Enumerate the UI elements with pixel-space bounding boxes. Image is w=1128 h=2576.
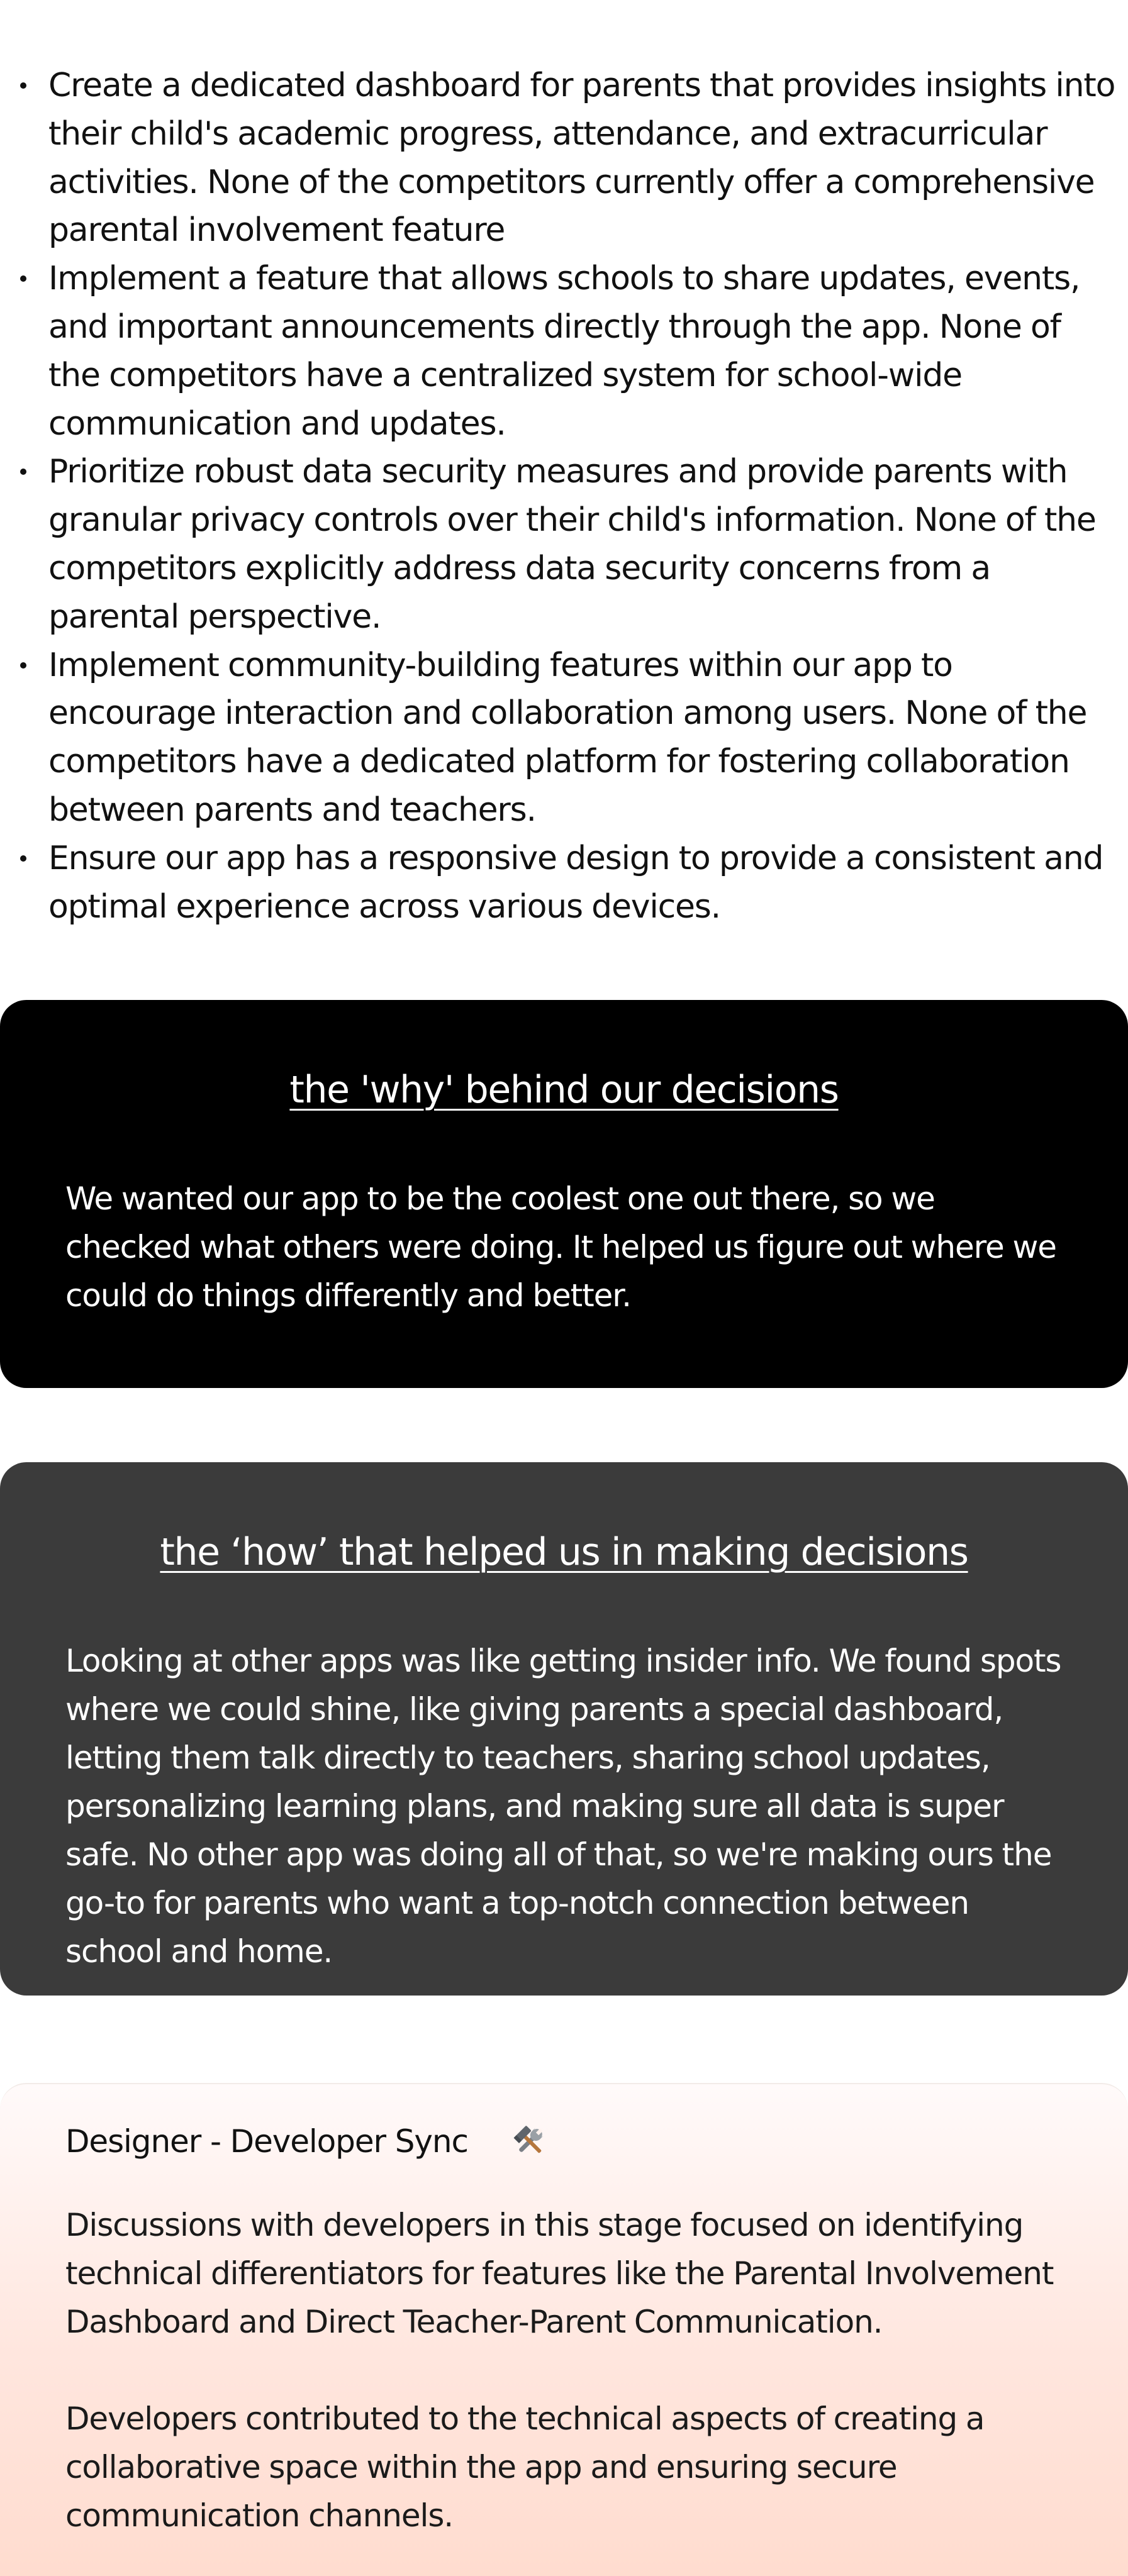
bullet-item-data-security: Prioritize robust data security measures and provide parents with granular privacy controls over their child's information. None of the competitors explicitly address data security concerns from a parental perspective. — [0, 448, 1128, 641]
sync-card-header — [65, 2123, 547, 2160]
bullet-item-community: Implement community-building features within our app to encourage interaction and collaboration among users. None of the competitors have a dedicated platform for fostering collaboration between parents and teachers. — [0, 641, 1128, 835]
bullet-item-parent-dashboard: Create a dedicated dashboard for parents that provides insights into their child's academic progress, attendance, and extracurricular activities. None of the competitors currently offer a comprehensive parental involvement feature — [0, 62, 1128, 255]
bullet-item-responsive-design: Ensure our app has a responsive design to provide a consistent and optimal experience across various devices. — [0, 835, 1128, 931]
why-card — [0, 1000, 1128, 1388]
why-card-title: the 'why' behind our decisions — [289, 1068, 839, 1112]
how-card — [0, 1462, 1128, 1996]
how-card-title: the ‘how’ that helped us in making decisions — [160, 1530, 968, 1574]
designer-developer-sync-card — [0, 2083, 1128, 2576]
sync-card-title: Designer - Developer Sync — [65, 2123, 468, 2160]
sync-card-paragraph-developer-discussions: Discussions with developers in this stage focused on identifying technical differentiators for features like the Parental Involvement Dashboard and Direct Teacher-Parent Communication. — [65, 2207, 1054, 2340]
why-card-body: We wanted our app to be the coolest one out there, so we checked what others were doing. It helped us figure out where we could do things differently and better. — [65, 1180, 1056, 1314]
sync-card-paragraph-developer-contributions: Developers contributed to the technical aspects of creating a collaborative space within the app and ensuring secure communication channels. — [65, 2401, 985, 2534]
hammer-wrench-icon — [512, 2124, 547, 2159]
feature-bullet-list — [0, 62, 1128, 931]
bullet-item-school-updates: Implement a feature that allows schools to share updates, events, and important announcements directly through the app. None of the competitors have a centralized system for school-wide communication and updates. — [0, 255, 1128, 448]
how-card-body: Looking at other apps was like getting insider info. We found spots where we could shine, like giving parents a special dashboard, letting them talk directly to teachers, sharing school updates, personalizing learning plans, and making sure all data is super safe. No other app was doing all of that, so we're making ours the go-to for parents who want a top-notch connection between school and home. — [65, 1643, 1061, 1970]
